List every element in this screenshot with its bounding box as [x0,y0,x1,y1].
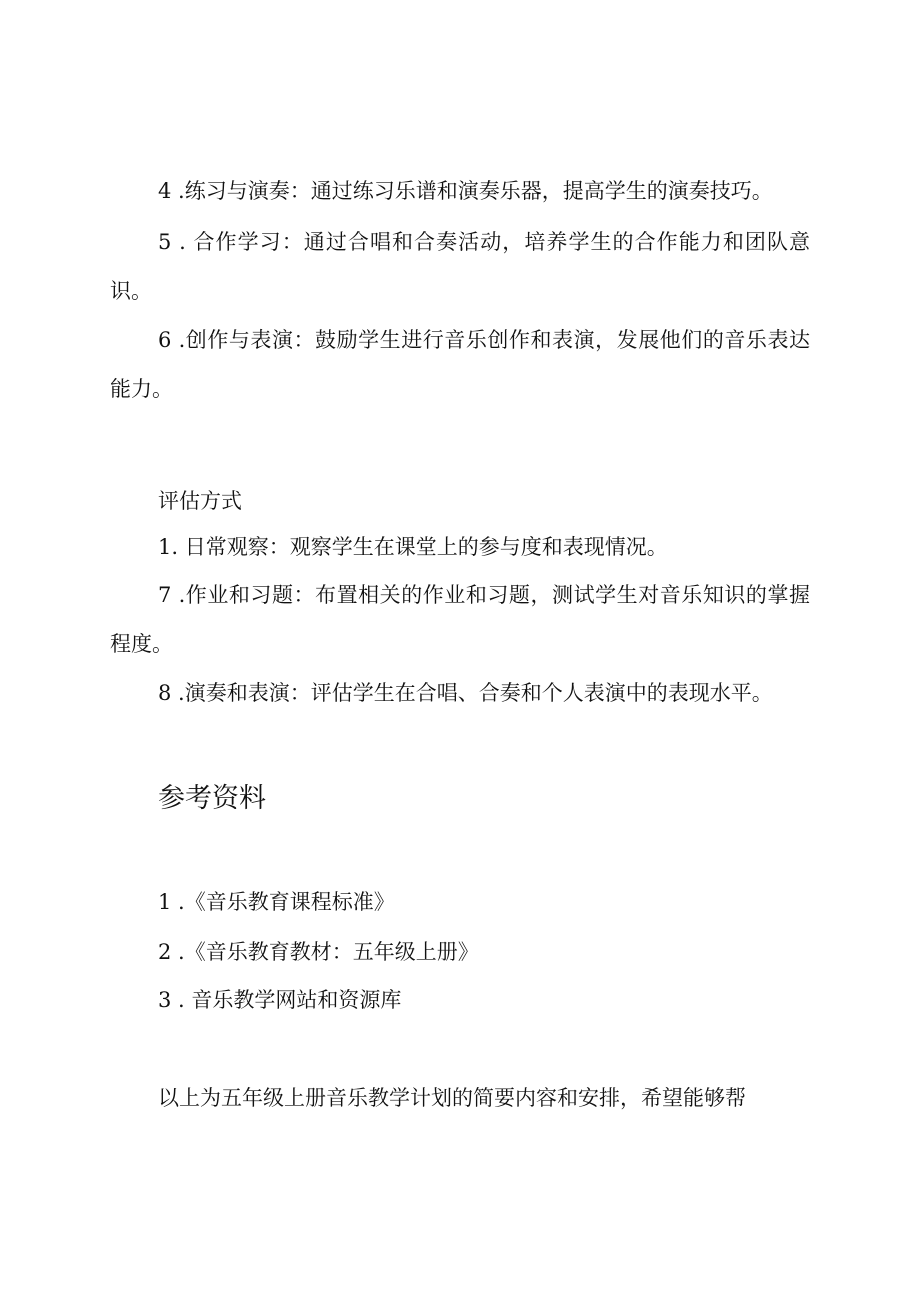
reference-item-3: 3 . 音乐教学网站和资源库 [158,988,402,1012]
references-heading: 参考资料 [158,783,266,814]
assessment-heading: 评估方式 [158,489,242,513]
method-item-5: 5 . 合作学习：通过合唱和合奏活动，培养学生的合作能力和团队意识。 [110,230,810,303]
reference-item-2: 2 .《音乐教育教材：五年级上册》 [158,940,479,964]
reference-item-1: 1 .《音乐教育课程标准》 [158,890,395,914]
assessment-item-7: 7 .作业和习题：布置相关的作业和习题，测试学生对音乐知识的掌握程度。 [110,583,810,656]
assessment-item-1: 1. 日常观察：观察学生在课堂上的参与度和表现情况。 [158,535,668,559]
method-item-4: 4 .练习与演奏：通过练习乐谱和演奏乐器，提高学生的演奏技巧。 [158,179,773,203]
method-item-6: 6 .创作与表演：鼓励学生进行音乐创作和表演，发展他们的音乐表达能力。 [110,328,810,401]
assessment-item-8: 8 .演奏和表演：评估学生在合唱、合奏和个人表演中的表现水平。 [158,681,773,705]
closing-paragraph: 以上为五年级上册音乐教学计划的简要内容和安排，希望能够帮 [158,1086,746,1110]
